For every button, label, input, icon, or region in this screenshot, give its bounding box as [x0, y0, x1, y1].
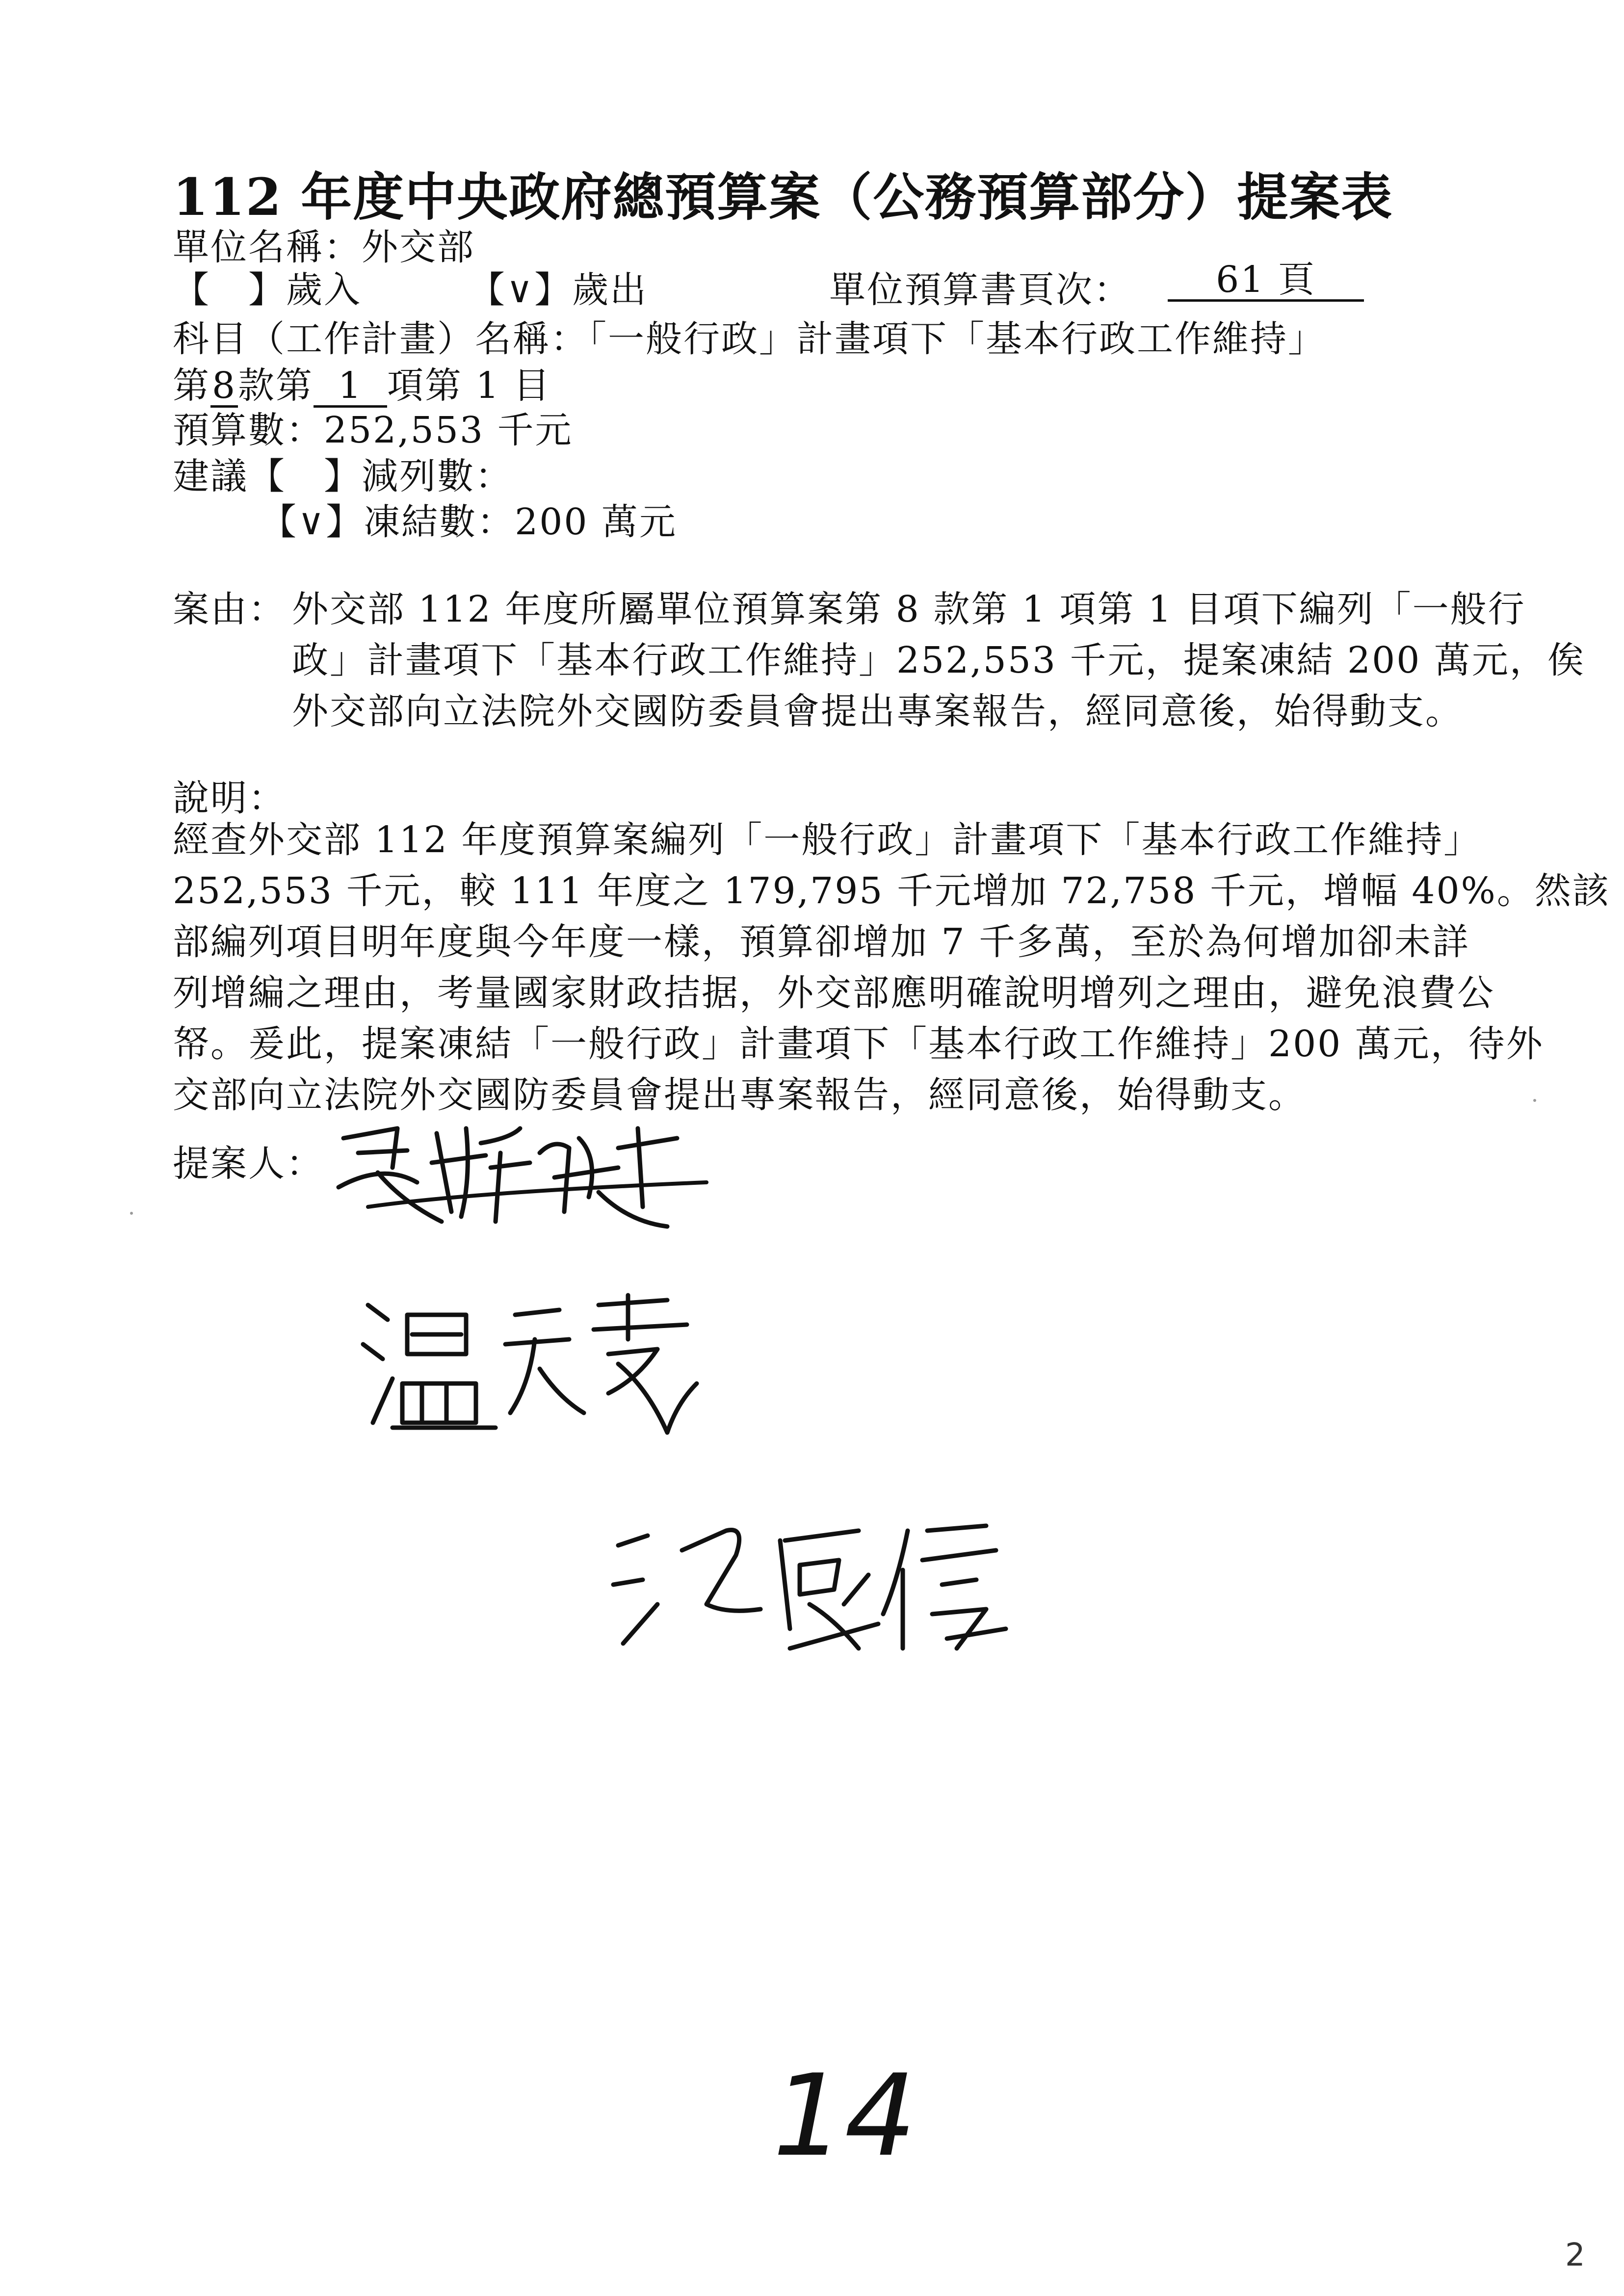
item-prefix: 第	[173, 365, 210, 407]
page-ref-value: 61 頁	[1168, 261, 1364, 302]
suggest-freeze: 【∨】凍結數：200 萬元	[260, 501, 677, 543]
page-ref-label: 單位預算書頁次：	[829, 269, 1131, 311]
scan-speck	[1533, 1099, 1536, 1102]
income-checkbox-label: 【 】歲入	[173, 269, 362, 311]
explain-line-5: 帑。爰此，提案凍結「一般行政」計畫項下「基本行政工作維持」200 萬元，待外	[173, 1023, 1544, 1065]
case-line-1: 外交部 112 年度所屬單位預算案第 8 款第 1 項第 1 目項下編列「一般行	[292, 588, 1526, 630]
suggest-cut: 建議【 】減列數：	[173, 455, 513, 497]
budget-amount: 預算數：252,553 千元	[173, 409, 573, 451]
case-line-2: 政」計畫項下「基本行政工作維持」252,553 千元，提案凍結 200 萬元，俟	[292, 639, 1585, 681]
scan-speck	[130, 1212, 133, 1215]
subject-line: 科目（工作計畫）名稱：「一般行政」計畫項下「基本行政工作維持」	[173, 318, 1326, 360]
case-line-3: 外交部向立法院外交國防委員會提出專案報告，經同意後，始得動支。	[292, 690, 1463, 732]
signature-3-image	[603, 1501, 1070, 1658]
explain-line-1: 經查外交部 112 年度預算案編列「一般行政」計畫項下「基本行政工作維持」	[173, 819, 1482, 861]
signature-1-image	[324, 1109, 741, 1236]
handwritten-page-number: 14	[773, 2051, 917, 2182]
explain-line-2: 252,553 千元，較 111 年度之 179,795 千元增加 72,758 千元，增幅 40%。然該	[173, 870, 1610, 912]
expense-checkbox-label: 【∨】歲出	[469, 269, 648, 311]
explain-line-3: 部編列項目明年度與今年度一樣，預算卻增加 7 千多萬，至於為何增加卻未詳	[173, 921, 1470, 963]
xiang-value: 1	[314, 367, 387, 408]
explain-line-6: 交部向立法院外交國防委員會提出專案報告，經同意後，始得動支。	[173, 1074, 1306, 1116]
explain-line-4: 列增編之理由，考量國家財政拮据，外交部應明確說明增列之理由，避免浪費公	[173, 972, 1495, 1014]
explain-label: 說明：	[173, 777, 286, 819]
case-label: 案由：	[173, 588, 286, 630]
item-mid: 款第	[238, 365, 314, 407]
form-title: 112 年度中央政府總預算案（公務預算部分）提案表	[173, 167, 1393, 227]
kuan-value: 8	[210, 367, 238, 408]
signature-2-image	[353, 1285, 726, 1442]
item-rest: 項第 1 目	[387, 365, 551, 407]
page-number: 2	[1565, 2237, 1585, 2273]
unit-name: 單位名稱：外交部	[173, 226, 475, 268]
proposer-label: 提案人：	[173, 1143, 324, 1185]
